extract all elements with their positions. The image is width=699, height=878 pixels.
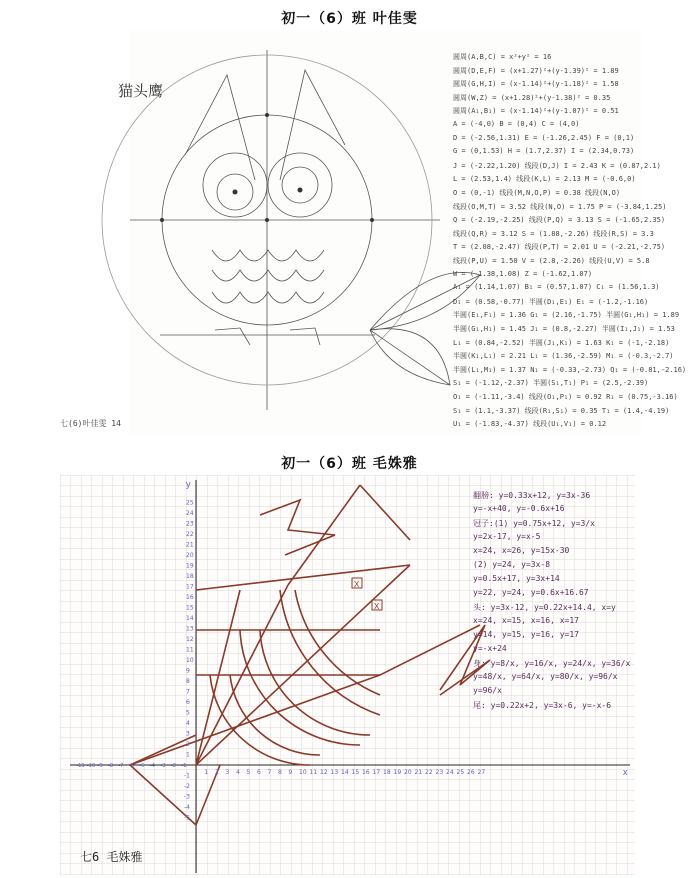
- x-tick-label: -11: [76, 763, 85, 769]
- y-tick-label: 15: [186, 604, 194, 612]
- equation-line: L = (2.53,1.4) 线段(K,L) = 2.13 M = (-0.6,0): [453, 175, 636, 184]
- y-tick-label: 5: [186, 709, 190, 717]
- x-tick-label: 15: [351, 769, 360, 776]
- right-eye-inner: [282, 167, 318, 203]
- equation-line: 半圆(G₁,H₁) = 1.45 J₁ = (0.8,-2.27) 半圆(I₁,J₁) = 1.53: [453, 325, 675, 333]
- equation-line: 线段(O,M,T) = 3.52 线段(N,O) = 1.75 P = (-3.84,1.25): [453, 202, 667, 211]
- body-arcs-1: [212, 250, 324, 261]
- x-tick-label: 26: [467, 769, 475, 776]
- equation-line: D₁ = (0.58,-0.77) 半圆(D₁,E₁) E₁ = (-1.2,-1.16): [453, 297, 649, 306]
- y-tick-label: 11: [186, 646, 194, 654]
- equation-line: y=2x-17, y=x-5: [473, 532, 541, 541]
- y-tick-label: 2: [186, 741, 190, 748]
- owl-drawing-panel: [60, 30, 687, 435]
- y-tick-label: -4: [184, 804, 190, 811]
- y-tick-label: 6: [186, 699, 190, 706]
- equation-line: y=-x+24: [473, 644, 507, 653]
- equation-line: 身: y=8/x, y=16/x, y=24/x, y=36/x: [473, 659, 631, 668]
- right-foot: [290, 328, 320, 345]
- equation-line: T = (2.08,-2.47) 线段(P,T) = 2.01 U = (-2.21,-2.75): [453, 243, 666, 252]
- equation-line: 半圆(K₁,L₁) = 2.21 L₁ = (1.36,-2.59) M₁ = (-0.3,-2.7): [453, 352, 674, 361]
- y-tick-label: 21: [186, 541, 194, 549]
- left-ear: [185, 75, 255, 180]
- equation-line: D = (-2.56,1.31) E = (-1.26,2.45) F = (0,1): [453, 133, 635, 142]
- equation-line: 头: y=3x-12, y=0.22x+14.4, x=y: [473, 603, 616, 612]
- y-tick-label: 4: [186, 720, 190, 727]
- x-tick-label: -5: [139, 763, 145, 769]
- x-tick-label: 6: [257, 769, 261, 776]
- y-tick-label: 8: [186, 678, 190, 685]
- x-tick-label: -1: [181, 763, 187, 769]
- x-tick-label: -9: [97, 763, 103, 769]
- tail-line: [370, 330, 450, 385]
- equation-line: y=48/x, y=64/x, y=80/x, y=96/x: [473, 672, 618, 681]
- x-tick-label: -2: [171, 763, 176, 769]
- equation-line: U₁ = (-1.83,-4.37) 线段(U₁,V₁) = 0.12: [453, 420, 607, 429]
- x-tick-label: 25: [456, 769, 465, 776]
- signature-1: 七(6)叶佳雯 14: [60, 419, 121, 428]
- drawing-label: 猫头鹰: [118, 82, 164, 100]
- equation-line: 冠子:(1) y=0.75x+12, y=3/x: [473, 519, 595, 528]
- equation-line: O₁ = (-1.11,-3.4) 线段(O₁,P₁) = 0.92 R₁ = (0.75,-3.16): [453, 393, 678, 401]
- section2-title: 初一（6）班 毛姝雅: [281, 456, 418, 472]
- x-tick-label: 9: [288, 769, 293, 776]
- equation-line: y=14, y=15, y=16, y=17: [473, 630, 579, 639]
- equation-line: y=0.5x+17, y=3x+14: [473, 574, 560, 583]
- equation-line: y=22, y=24, y=0.6x+16.67: [473, 588, 589, 597]
- x-tick-label: -7: [118, 763, 124, 769]
- body-arcs-3: [212, 292, 324, 303]
- y-axis-label: y: [186, 479, 191, 489]
- x-tick-label: 3: [225, 769, 230, 776]
- y-tick-label: 3: [186, 730, 190, 738]
- x-tick-label: 11: [309, 769, 318, 776]
- x-tick-label: -8: [108, 763, 113, 769]
- x-tick-label: -3: [160, 763, 166, 769]
- equation-line: A = (-4,0) B = (0,4) C = (4,0): [453, 120, 580, 128]
- x-tick-label: 18: [383, 769, 391, 776]
- equation-line: 圆周(A₁,B₁) = (x-1.14)²+(y-1.07)² = 0.51: [453, 107, 619, 116]
- x-tick-label: 17: [372, 769, 381, 776]
- x-tick-label: 12: [320, 769, 328, 776]
- x-tick-label: 8: [278, 769, 282, 776]
- x-tick-label: -4: [150, 763, 155, 769]
- x-tick-label: 14: [341, 769, 349, 776]
- body-arcs-2: [212, 270, 324, 281]
- equation-line: G = (0,1.53) H = (1.7,2.37) I = (2.34,0.73): [453, 147, 635, 156]
- y-tick-label: 19: [186, 562, 194, 570]
- equation-line: 翻膀: y=0.33x+12, y=3x-36: [473, 491, 591, 500]
- y-tick-label: 24: [186, 510, 194, 517]
- equation-line: (2) y=24, y=3x-8: [473, 560, 551, 569]
- equation-line: W = (-1.38,1.08) Z = (-1.62,1.07): [453, 269, 593, 278]
- equation-line: 圆周(A,B,C) = x²+y² = 16: [453, 53, 552, 61]
- equation-line: 半圆(L₁,M₁) = 1.37 N₁ = (-0.33,-2.73) Q₁ = (-0.81,-2.16): [453, 365, 687, 374]
- x-tick-label: 1: [204, 769, 209, 776]
- equation-line: 尾: y=0.22x+2, y=3x-6, y=-x-6: [473, 701, 612, 710]
- equation-line: S₁ = (-1.12,-2.37) 半圆(S₁,T₁) P₁ = (2.5,-2.39): [453, 379, 649, 388]
- y-tick-label: 20: [186, 552, 194, 559]
- box-2-label: X: [374, 602, 380, 611]
- box-1-label: X: [354, 580, 360, 589]
- y-tick-label: 16: [186, 594, 194, 601]
- x-tick-label: 4: [236, 769, 240, 776]
- y-tick-label: 7: [186, 688, 190, 696]
- x-tick-label: -10: [87, 763, 96, 769]
- y-tick-label: -3: [184, 793, 190, 801]
- x-tick-label: 2: [215, 769, 219, 776]
- right-eye-outer: [268, 153, 332, 217]
- equation-line: x=24, x=15, x=16, x=17: [473, 616, 579, 625]
- equation-line: 圆周(D,E,F) = (x+1.27)²+(y-1.39)² = 1.89: [453, 66, 619, 75]
- equation-line: 线段(Q,R) = 3.12 S = (1.88,-2.26) 线段(R,S) = 3.3: [453, 229, 654, 238]
- x-tick-label: 10: [299, 769, 307, 776]
- equation-line: S₁ = (1.1,-3.37) 线段(R₁,S₁) = 0.35 T₁ = (1.4,-4.19): [453, 406, 670, 415]
- y-tick-label: 13: [186, 625, 194, 633]
- y-tick-label: 18: [186, 573, 194, 580]
- x-tick-label: 21: [414, 769, 423, 776]
- x-tick-label: -6: [129, 763, 134, 769]
- y-tick-label: -1: [184, 772, 190, 780]
- y-tick-label: 17: [186, 583, 194, 591]
- signature-2: 七6 毛姝雅: [80, 850, 143, 864]
- equation-line: 圆周(W,Z) = (x+1.28)²+(y-1.38)² = 0.35: [453, 93, 611, 102]
- left-foot: [215, 328, 250, 345]
- equation-line: 半圆(E₁,F₁) = 1.36 G₁ = (2.16,-1.75) 半圆(G₁,H₁) = 1.89: [453, 311, 680, 320]
- equation-line: y=96/x: [473, 686, 502, 695]
- y-tick-label: -5: [184, 814, 190, 822]
- rooster-graph-panel: [60, 475, 635, 875]
- left-eye-outer: [203, 153, 267, 217]
- equation-line: O = (0,-1) 线段(M,N,O,P) = 0.38 线段(N,O): [453, 189, 621, 197]
- y-tick-label: 23: [186, 520, 194, 528]
- x-tick-label: 24: [446, 769, 454, 776]
- equation-line: x=24, x=26, y=15x-30: [473, 546, 570, 555]
- y-tick-label: 12: [186, 636, 194, 643]
- x-tick-label: 5: [246, 769, 251, 776]
- x-tick-label: 16: [362, 769, 370, 776]
- y-tick-label: -2: [184, 783, 190, 790]
- x-tick-label: 27: [477, 769, 486, 776]
- equation-line: Q = (-2.19,-2.25) 线段(P,Q) = 3.13 S = (-1.65,2.35): [453, 216, 666, 225]
- y-tick-label: 14: [186, 615, 194, 622]
- equation-line: A₁ = (1.14,1.07) B₁ = (0.57,1.07) C₁ = (1.56,1.3): [453, 283, 660, 292]
- x-tick-label: 22: [425, 769, 433, 776]
- x-tick-label: 23: [435, 769, 444, 776]
- y-tick-label: 10: [186, 657, 194, 664]
- section1-title: 初一（6）班 叶佳雯: [281, 11, 418, 27]
- equation-line: y=-x+40, y=-0.6x+16: [473, 504, 565, 513]
- x-tick-label: 19: [393, 769, 402, 776]
- x-tick-label: 13: [330, 769, 339, 776]
- y-tick-label: 1: [186, 751, 190, 759]
- y-tick-label: 22: [186, 531, 194, 538]
- x-axis-label: x: [623, 767, 628, 777]
- x-tick-label: 7: [267, 769, 272, 776]
- equation-line: 线段(P,U) = 1.50 V = (2.8,-2.26) 线段(U,V) = 5.8: [453, 257, 650, 265]
- equation-line: 圆周(G,H,I) = (x-1.14)²+(y-1.18)² = 1.58: [453, 80, 619, 89]
- equation-line: L₁ = (0.84,-2.52) 半圆(J₁,K₁) = 1.63 K₁ = (-1,-2.18): [453, 338, 670, 347]
- x-tick-label: 20: [404, 769, 412, 776]
- y-tick-label: 25: [186, 499, 194, 507]
- y-tick-label: 9: [186, 667, 190, 675]
- equation-line: J = (-2.22,1.20) 线段(D,J) I = 2.43 K = (0.87,2.1): [453, 161, 661, 170]
